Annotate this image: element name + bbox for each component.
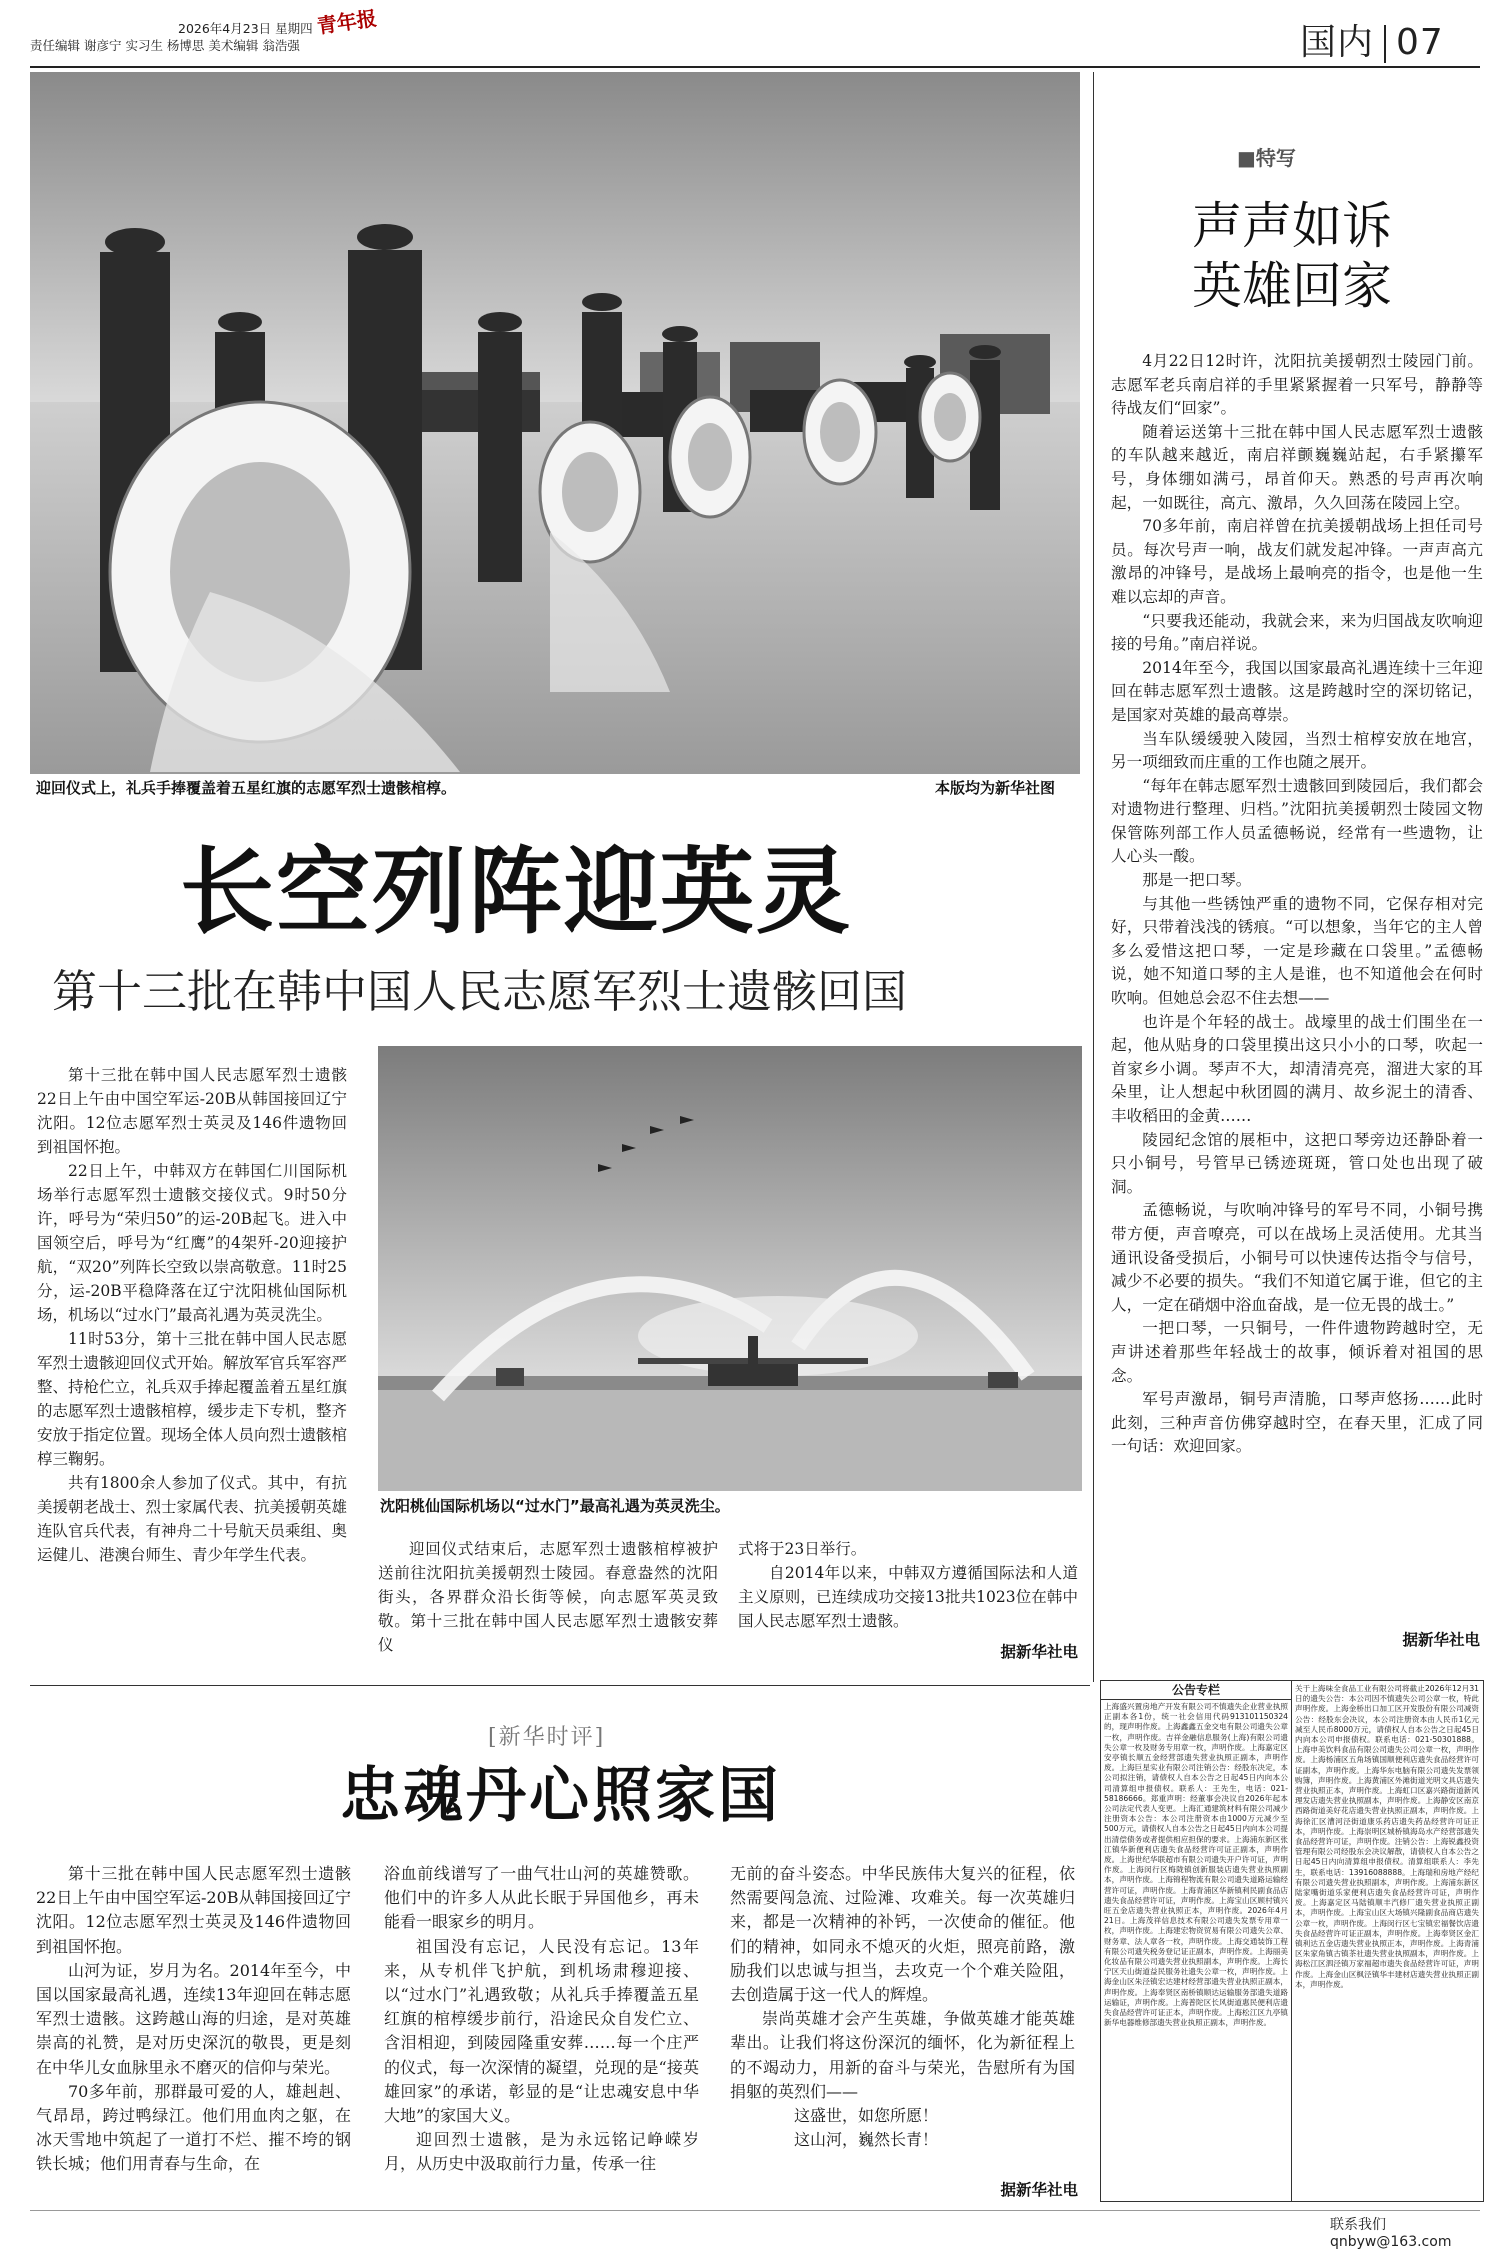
feature-para: 与其他一些锈蚀严重的遗物不同，它保存相对完好，只带着浅浅的锈痕。“可以想象，当年它的主人曾多么爱惜这把口琴，一定是珍藏在口袋里。”孟德畅说，她不知道口琴的主人是谁，也不知道他会在何时吹响。但她总会忍不住去想—— xyxy=(1111,894,1483,1008)
feature-title-line2: 英雄回家 xyxy=(1192,257,1392,315)
commentary-closing2: 这山河，巍然长青！ xyxy=(794,2130,939,2150)
feature-para: 当车队缓缓驶入陵园，当烈士棺椁安放在地宫，另一项细致而庄重的工作也随之展开。 xyxy=(1111,729,1483,772)
feature-title-line1: 声声如诉 xyxy=(1192,197,1392,255)
commentary-byline: 据新华社电 xyxy=(1000,2181,1078,2199)
column-rule xyxy=(1093,72,1094,1682)
feature-para: 70多年前，南启祥曾在抗美援朝战场上担任司号员。每次号声一响，战友们就发起冲锋。一声声高亢激昂的冲锋号，是战场上最响亮的指令，也是他一生难以忘却的声音。 xyxy=(1111,517,1483,606)
main-col3-para: 式将于23日举行。 xyxy=(738,1540,867,1558)
honor-guard-photo xyxy=(30,72,1080,774)
feature-para: 一把口琴，一只铜号，一件件遗物跨越时空，无声讲述着那些年轻战士的故事，倾诉着对祖国的思念。 xyxy=(1111,1319,1483,1385)
main-col1-para: 共有1800余人参加了仪式。其中，有抗美援朝老战士、烈士家属代表、抗美援朝英雄连队官兵代表，有神舟二十号航天员乘组、奥运健儿、港澳台师生、青少年学生代表。 xyxy=(37,1474,348,1564)
feature-para: “每年在韩志愿军烈士遗骸回到陵园后，我们都会对遗物进行整理、归档。”沈阳抗美援朝烈士陵园文物保管陈列部工作人员孟德畅说，经常有一些遗物，让人心头一酸。 xyxy=(1111,776,1483,866)
feature-tag: ■特写 xyxy=(1237,146,1296,170)
issue-date: 2026年4月23日 星期四 xyxy=(178,21,313,36)
feature-para: 2014年至今，我国以国家最高礼遇连续十三年迎回在韩志愿军烈士遗骸。这是跨越时空的深切铭记，是国家对英雄的最高尊崇。 xyxy=(1111,658,1483,724)
main-col1-para: 11时53分，第十三批在韩中国人民志愿军烈士遗骸迎回仪式开始。解放军官兵军容严整、持枪伫立，礼兵双手捧起覆盖着五星红旗的志愿军烈士遗骸棺椁，缓步走下专机，整齐安放于指定位置。现场全体人员向烈士遗骸棺椁三鞠躬。 xyxy=(37,1330,348,1468)
main-subhead: 第十三批在韩中国人民志愿军烈士遗骸回国 xyxy=(52,965,908,1018)
main-article-col1 xyxy=(37,1063,347,1567)
main-col2-para: 迎回仪式结束后，志愿军烈士遗骸棺椁被护送前往沈阳抗美援朝烈士陵园。春意盎然的沈阳街头，各界群众沿长街等候，向志愿军英灵致敬。第十三批在韩中国人民志愿军烈士遗骸安葬仪 xyxy=(378,1540,718,1654)
main-article-col3 xyxy=(738,1537,1078,1633)
main-byline: 据新华社电 xyxy=(1000,1643,1078,1661)
commentary-headline: 忠魂丹心照家国 xyxy=(340,1761,781,1831)
photo1-caption: 迎回仪式上，礼兵手捧覆盖着五星红旗的志愿军烈士遗骸棺椁。 xyxy=(36,779,457,797)
commentary-col3 xyxy=(730,1862,1075,2152)
commentary-col2-para: 祖国没有忘记，人民没有忘记。13年来，从专机伴飞护航，到机场肃穆迎接、以“过水门”礼遇致敬；从礼兵手捧覆盖五星红旗的棺椁缓步前行，沿途民众自发伫立、含泪相迎，到陵园隆重安葬……每一个庄严的仪式，每一次深情的凝望，兑现的是“接英雄回家”的承诺，彰显的是“让忠魂安息中华大地”的家国大义。 xyxy=(384,1936,699,2126)
commentary-col2-para: 浴血前线谱写了一曲气壮山河的英雄赞歌。他们中的许多人从此长眠于异国他乡，再未能看一眼家乡的明月。 xyxy=(384,1864,699,1932)
notices-box xyxy=(1100,1680,1484,2202)
commentary-col2 xyxy=(384,1862,699,2177)
main-headline: 长空列阵迎英灵 xyxy=(180,838,853,947)
commentary-col3-para: 崇尚英雄才会产生英雄，争做英雄才能英雄辈出。让我们将这份深沉的缅怀，化为新征程上的不竭动力，用新的奋斗与荣光，告慰所有为国捐躯的英烈们—— xyxy=(730,2009,1075,2101)
feature-para: 陵园纪念馆的展柜中，这把口琴旁边还静卧着一只小铜号，号管早已锈迹斑斑，管口处也出现了破洞。 xyxy=(1111,1130,1483,1196)
commentary-tag: [新华时评] xyxy=(488,1725,606,1750)
feature-para: “只要我还能动，我就会来，来为归国战友吹响迎接的号角。”南启祥说。 xyxy=(1111,611,1483,654)
photo2-caption: 沈阳桃仙国际机场以“过水门”最高礼遇为英灵洗尘。 xyxy=(380,1497,730,1515)
main-article-col2 xyxy=(378,1537,718,1657)
notices-divider xyxy=(1291,1681,1292,2201)
main-col1-para: 第十三批在韩中国人民志愿军烈士遗骸22日上午由中国空军运-20B从韩国接回辽宁沈阳。12位志愿军烈士英灵及146件遗物回到祖国怀抱。 xyxy=(37,1066,347,1156)
section-rule xyxy=(30,1685,1090,1686)
commentary-col1-para: 70多年前，那群最可爱的人，雄赳赳、气昂昂，跨过鸭绿江。他们用血肉之躯，在冰天雪地中筑起了一道打不烂、摧不垮的钢铁长城；他们用青春与生命，在 xyxy=(36,2081,351,2174)
footer-contact: 联系我们 qnbyw@163.com xyxy=(1330,2217,1452,2250)
main-col3-para: 自2014年以来，中韩双方遵循国际法和人道主义原则，已连续成功交接13批共1023位在韩中国人民志愿军烈士遗骸。 xyxy=(738,1564,1078,1630)
newspaper-logo: 青年报 xyxy=(315,6,379,39)
footer-rule xyxy=(30,2210,1480,2211)
header-rule xyxy=(30,66,1480,68)
notices-right: 关于上海味全食品工业有限公司将截止2026年12月31日的遗失公告：本公司因不慎遗失公司公章一枚，特此声明作废。上海金桥出口加工区开发股份有限公司减资公告：经股东会决议，本公司注册资本由人民币1亿元减至人民币8000万元，请债权人自本公告之日起45日内向本公司申报债权。联系电话：021-50301888。上海申美饮料食品有限公司遗失公司公章一枚，声明作废。上海杨浦区五角场镇国顺便利店遗失食品经营许可证副本，声明作废。上海华东电脑有限公司遗失发票领购簿，声明作废。上海黄浦区外滩街道光明文具店遗失营业执照正本，声明作废。上海虹口区嘉兴路街道新风理发店遗失营业执照副本，声明作废。上海静安区南京西路街道美好花店遗失营业执照正副本，声明作废。上海徐汇区漕河泾街道康乐药店遗失药品经营许可证正本，声明作废。上海崇明区城桥镇海岛水产经营部遗失食品经营许可证，声明作废。注销公告：上海锐鑫投资管理有限公司经股东会决议解散，请债权人自本公告之日起45日内向清算组申报债权。清算组联系人：李先生，联系电话：13916088888。上海瑞和房地产经纪有限公司遗失营业执照副本，声明作废。上海浦东新区陆家嘴街道乐家便利店遗失食品经营许可证，声明作废。上海嘉定区马陆镇顺丰汽修厂遗失营业执照正副本，声明作废。上海宝山区大场镇兴隆副食品商店遗失公章一枚，声明作废。上海闵行区七宝镇宏福餐饮店遗失食品经营许可证正副本，声明作废。上海奉贤区金汇镇利达五金店遗失营业执照正本，声明作废。上海青浦区朱家角镇古镇茶社遗失营业执照副本，声明作废。上海松江区泗泾镇万家福超市遗失食品经营许可证，声明作废。上海金山区枫泾镇华丰建材店遗失营业执照正副本，声明作废。 xyxy=(1295,1684,1479,1989)
feature-para: 随着运送第十三批在韩中国人民志愿军烈士遗骸的车队越来越近，南启祥颤巍巍站起，右手紧攥军号，身体绷如满弓，昂首仰天。熟悉的号声再次响起，一如既往，高亢、激昂，久久回荡在陵园上空。 xyxy=(1111,422,1483,512)
commentary-col2-para: 迎回烈士遗骸，是为永远铭记峥嵘岁月，从历史中汲取前行力量，传承一往 xyxy=(384,2130,699,2174)
water-arch-photo xyxy=(378,1046,1082,1491)
commentary-col1-para: 第十三批在韩中国人民志愿军烈士遗骸22日上午由中国空军运-20B从韩国接回辽宁沈阳。12位志愿军烈士英灵及146件遗物回到祖国怀抱。 xyxy=(36,1864,351,1956)
main-col1-para: 22日上午，中韩双方在韩国仁川国际机场举行志愿军烈士遗骸交接仪式。9时50分许，呼号为“荣归50”的运-20B起飞。进入中国领空后，呼号为“红鹰”的4架歼-20迎接护航，“双20”列阵长空致以崇高敬意。11时25分，运-20B平稳降落在辽宁沈阳桃仙国际机场，机场以“过水门”最高礼遇为英灵洗尘。 xyxy=(37,1162,347,1324)
feature-para: 4月22日12时许，沈阳抗美援朝烈士陵园门前。志愿军老兵南启祥的手里紧紧握着一只军号，静静等待战友们“回家”。 xyxy=(1111,352,1483,418)
page-number: 07 xyxy=(1396,22,1444,63)
commentary-tag-text: 新华时评 xyxy=(498,1725,595,1750)
feature-para: 那是一把口琴。 xyxy=(1142,871,1252,890)
feature-para: 军号声激昂，铜号声清脆，口琴声悠扬……此时此刻，三种声音仿佛穿越时空，在春天里，汇成了同一句话：欢迎回家。 xyxy=(1111,1390,1483,1456)
section-divider xyxy=(1384,25,1386,63)
commentary-closing1: 这盛世，如您所愿！ xyxy=(794,2106,939,2126)
photo1-credit: 本版均为新华社图 xyxy=(935,779,1056,797)
commentary-col3-para: 无前的奋斗姿态。中华民族伟大复兴的征程，依然需要闯急流、过险滩、攻难关。每一次英雄归来，都是一次精神的补钙，一次使命的催征。他们的精神，如同永不熄灭的火炬，照亮前路，激励我们以忠诚与担当，去攻克一个个难关险阻，去创造属于这一代人的辉煌。 xyxy=(730,1864,1075,2005)
commentary-col1 xyxy=(36,1862,351,2177)
commentary-col1-para: 山河为证，岁月为名。2014年至今，中国以国家最高礼遇，连续13年迎回在韩志愿军烈士遗骸。这跨越山海的归途，是对英雄崇高的礼赞，是对历史深沉的敬畏，更是刻在中华儿女血脉里永不磨灭的信仰与荣光。 xyxy=(36,1960,351,2077)
section-name: 国内 xyxy=(1300,22,1375,63)
feature-byline: 据新华社电 xyxy=(1402,1631,1480,1649)
editors-line: 责任编辑 谢彦宁 实习生 杨博思 美术编辑 翁浩强 xyxy=(30,38,300,53)
section-label xyxy=(1300,14,1444,65)
notices-left: 上海盛兴置房地产开发有限公司不慎遗失企业营业执照正副本各1份，统一社会信用代码913101150324的，现声明作废。上海鑫鑫五金交电有限公司遗失公章一枚，声明作废。吉祥金融信息服务(上海)有限公司遗失公章一枚及财务专用章一枚，声明作废。上海嘉定区安亭镇长顺五金经营部遗失营业执照正副本，声明作废。上海巨星实业有限公司注销公告：经股东决定，本公司拟注销，请债权人自本公告之日起45日内向本公司清算组申报债权。联系人：王先生，电话：021-58186666。郑重声明：经董事会决议自2026年起本公司法定代表人变更。上海汇通建筑材料有限公司减少注册资本公告：本公司注册资本由1000万元减少至500万元，请债权人自本公告之日起45日内向本公司提出清偿债务或者提供相应担保的要求。上海浦东新区张江镇华新便利店遗失食品经营许可证正副本，声明作废。上海世纪华联超市有限公司遗失开户许可证，声明作废。上海闵行区梅陇镇创新服装店遗失营业执照副本，声明作废。上海锦程物流有限公司遗失道路运输经营许可证，声明作废。上海青浦区华新镇利民副食品店遗失食品经营许可证，声明作废。上海宝山区顾村镇兴旺五金店遗失营业执照正本，声明作废。2026年4月21日。上海茂祥信息技术有限公司遗失发票专用章一枚，声明作废。上海建宏物资贸易有限公司遗失公章、财务章、法人章各一枚，声明作废。上海交通装饰工程有限公司遗失税务登记证正副本，声明作废。上海丽美化妆品有限公司遗失营业执照副本，声明作废。上海长宁区天山街道益民服务社遗失公章一枚，声明作废。上海金山区朱泾镇宏达建材经营部遗失营业执照正副本，声明作废。上海奉贤区南桥镇顺达运输服务部遗失道路运输证，声明作废。上海普陀区长风街道惠民便利店遗失食品经营许可证正本，声明作废。上海松江区九亭镇新华电器维修部遗失营业执照正副本，声明作废。 xyxy=(1104,1702,1288,2028)
feature-body xyxy=(1111,350,1483,1459)
feature-para: 孟德畅说，与吹响冲锋号的军号不同，小铜号携带方便，声音嘹亮，可以在战场上灵活使用。尤其当通讯设备受损后，小铜号可以快速传达指令与信号，减少不必要的损失。“我们不知道它属于谁，但它的主人，一定在硝烟中浴血奋战，是一位无畏的战士。” xyxy=(1111,1201,1483,1314)
notices-title: 公告专栏 xyxy=(1101,1681,1291,1700)
feature-para: 也许是个年轻的战士。战壕里的战士们围坐在一起，他从贴身的口袋里摸出这只小小的口琴，吹起一首家乡小调。琴声不大，却清清亮亮，溜进大家的耳朵里，让人想起中秋团圆的满月、故乡泥土的清香、丰收稻田的金黄…… xyxy=(1111,1012,1483,1125)
